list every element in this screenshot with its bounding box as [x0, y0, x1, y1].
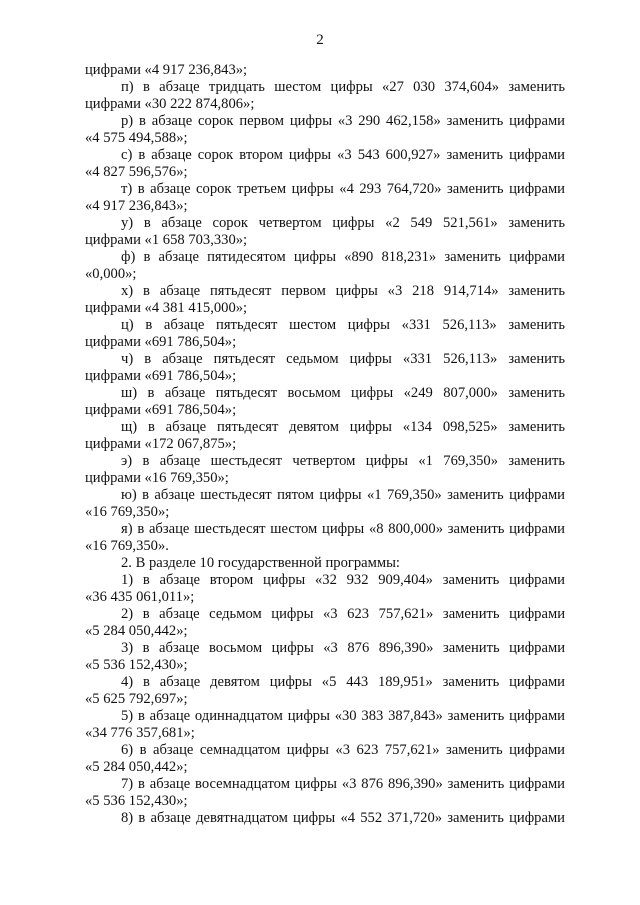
text-line: «36 435 061,011»;: [85, 589, 195, 605]
text-line: «5 284 050,442»;: [85, 623, 188, 639]
text-line: цифрами «16 769,350»;: [85, 470, 229, 486]
text-line: цифрами «691 786,504»;: [85, 402, 237, 418]
text-line: «5 284 050,442»;: [85, 759, 188, 775]
text-line: щ) в абзаце пятьдесят девятом цифры «134 098,525» заменить: [121, 419, 565, 435]
text-line: у) в абзаце сорок четвертом цифры «2 549 521,561» заменить: [121, 215, 565, 231]
text-line: цифрами «691 786,504»;: [85, 334, 237, 350]
text-line: «5 536 152,430»;: [85, 793, 188, 809]
text-line: «4 827 596,576»;: [85, 164, 188, 180]
text-line: цифрами «4 917 236,843»;: [85, 62, 248, 78]
text-line: я) в абзаце шестьдесят шестом цифры «8 800,000» заменить цифрами: [121, 521, 565, 537]
text-line: «34 776 357,681»;: [85, 725, 195, 741]
text-line: «4 575 494,588»;: [85, 130, 188, 146]
text-line: цифрами «691 786,504»;: [85, 368, 237, 384]
text-line: ш) в абзаце пятьдесят восьмом цифры «249 807,000» заменить: [121, 385, 565, 401]
text-line: ю) в абзаце шестьдесят пятом цифры «1 769,350» заменить цифрами: [121, 487, 565, 503]
text-line: ч) в абзаце пятьдесят седьмом цифры «331 526,113» заменить: [121, 351, 565, 367]
text-line: п) в абзаце тридцать шестом цифры «27 030 374,604» заменить: [121, 79, 565, 95]
page-number: 2: [316, 32, 324, 48]
text-line: ф) в абзаце пятидесятом цифры «890 818,231» заменить цифрами: [121, 249, 565, 265]
text-line: р) в абзаце сорок первом цифры «3 290 462,158» заменить цифрами: [121, 113, 565, 129]
text-line: т) в абзаце сорок третьем цифры «4 293 764,720» заменить цифрами: [121, 181, 565, 197]
text-line: 7) в абзаце восемнадцатом цифры «3 876 896,390» заменить цифрами: [121, 776, 565, 792]
text-line: с) в абзаце сорок втором цифры «3 543 600,927» заменить цифрами: [121, 147, 565, 163]
text-line: 2. В разделе 10 государственной программы:: [121, 555, 400, 571]
text-line: цифрами «1 658 703,330»;: [85, 232, 248, 248]
text-line: «4 917 236,843»;: [85, 198, 188, 214]
text-line: 8) в абзаце девятнадцатом цифры «4 552 371,720» заменить цифрами: [121, 810, 565, 826]
text-line: х) в абзаце пятьдесят первом цифры «3 218 914,714» заменить: [121, 283, 565, 299]
text-line: «0,000»;: [85, 266, 137, 282]
text-line: 1) в абзаце втором цифры «32 932 909,404» заменить цифрами: [121, 572, 565, 588]
text-line: ц) в абзаце пятьдесят шестом цифры «331 526,113» заменить: [121, 317, 565, 333]
document-body: [85, 62, 565, 827]
text-line: «5 536 152,430»;: [85, 657, 188, 673]
text-line: «16 769,350».: [85, 538, 169, 554]
text-line: 4) в абзаце девятом цифры «5 443 189,951» заменить цифрами: [121, 674, 565, 690]
text-line: 2) в абзаце седьмом цифры «3 623 757,621» заменить цифрами: [121, 606, 565, 622]
text-line: цифрами «30 222 874,806»;: [85, 96, 255, 112]
text-line: э) в абзаце шестьдесят четвертом цифры «1 769,350» заменить: [121, 453, 565, 469]
text-line: 5) в абзаце одиннадцатом цифры «30 383 387,843» заменить цифрами: [121, 708, 565, 724]
text-line: 6) в абзаце семнадцатом цифры «3 623 757,621» заменить цифрами: [121, 742, 565, 758]
text-line: цифрами «4 381 415,000»;: [85, 300, 248, 316]
text-line: цифрами «172 067,875»;: [85, 436, 237, 452]
text-line: 3) в абзаце восьмом цифры «3 876 896,390» заменить цифрами: [121, 640, 565, 656]
text-line: «16 769,350»;: [85, 504, 170, 520]
text-line: «5 625 792,697»;: [85, 691, 188, 707]
